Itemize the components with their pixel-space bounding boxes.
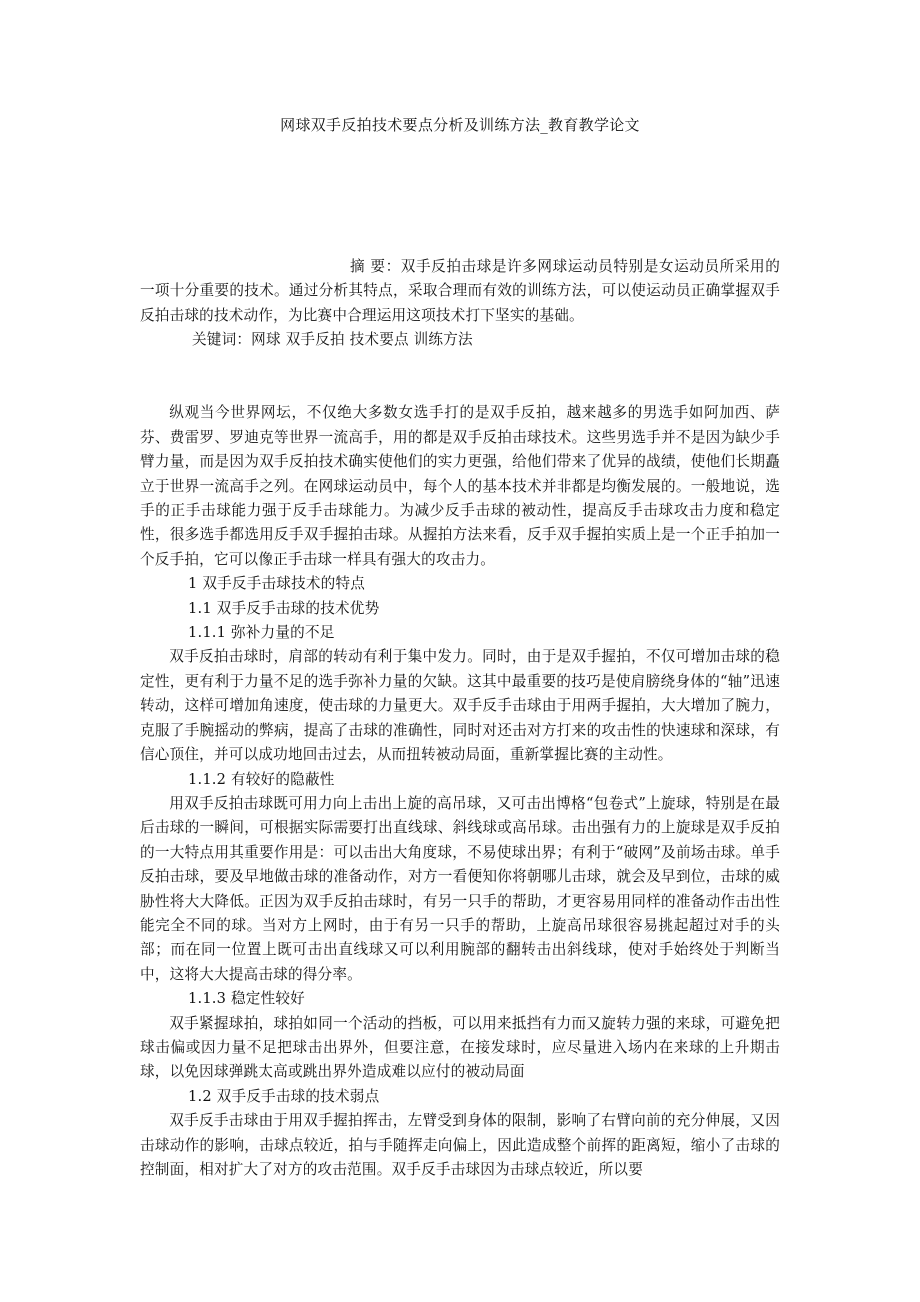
keywords-line: 关键词：网球 双手反拍 技术要点 训练方法	[192, 331, 473, 349]
section-heading-1-1-3: 1.1.3 稳定性较好	[188, 990, 305, 1008]
section-heading-1-2: 1.2 双手反手击球的技术弱点	[188, 1087, 380, 1105]
intro-paragraph: 纵观当今世界网坛，不仅绝大多数女选手打的是双手反拍，越来越多的男选手如阿加西、萨芬、费雷罗、罗迪克等世界一流高手，用的都是双手反拍击球技术。这些男选手并不是因为缺少手臂力量，而是因为双手反拍技术确实使他们的实力更强，给他们带来了优异的战绩，使他们长期矗立于世界一流高手之列。在网球运动员中，每个人的基本技术并非都是均衡发展的。一般地说，选手的正手击球能力强于反手击球能力。为减少反手击球的被动性，提高反手击球攻击力度和稳定性，很多选手都选用反手双手握拍击球。从握拍方法来看，反手双手握拍实质上是一个正手拍加一个反手拍，它可以像正手击球一样具有强大的攻击力。	[140, 404, 780, 568]
section-heading-1-1-2: 1.1.2 有较好的隐蔽性	[188, 770, 335, 788]
section-heading-1: 1 双手反手击球技术的特点	[188, 575, 366, 593]
paragraph-1-1-3: 双手紧握球拍，球拍如同一个活动的挡板，可以用来抵挡有力而又旋转力强的来球，可避免把球击偏或因力量不足把球击出界外，但要注意，在接发球时，应尽量进入场内在来球的上升期击球，以免因球弹跳太高或跳出界外造成难以应付的被动局面	[140, 1014, 780, 1081]
section-heading-1-1: 1.1 双手反手击球的技术优势	[188, 599, 380, 617]
paragraph-1-1-2: 用双手反拍击球既可用力向上击出上旋的高吊球，又可击出博格“包卷式”上旋球，特别是在最后击球的一瞬间，可根据实际需要打出直线球、斜线球或高吊球。击出强有力的上旋球是双手反拍的一大特点用其重要作用是：可以击出大角度球，不易使球出界；有利于“破网”及前场击球。单手反拍击球，要及早地做击球的准备动作，对方一看便知你将朝哪儿击球，就会及早到位，击球的威胁性将大大降低。正因为双手反拍击球时，有另一只手的帮助，才更容易用同样的准备动作击出性能完全不同的球。当对方上网时，由于有另一只手的帮助，上旋高吊球很容易挑起超过对手的头部；而在同一位置上既可击出直线球又可以利用腕部的翻转击出斜线球，使对手始终处于判断当中，这将大大提高击球的得分率。	[140, 794, 780, 983]
paragraph-1-1-1: 双手反拍击球时，肩部的转动有利于集中发力。同时，由于是双手握拍，不仅可增加击球的稳定性，更有利于力量不足的选手弥补力量的欠缺。这其中最重要的技巧是使肩膀绕身体的“轴”迅速转动，这样可增加角速度，使击球的力量更大。双手反手击球由于用两手握拍，大大增加了腕力，克服了手腕摇动的弊病，提高了击球的准确性，同时对还击对方打来的攻击性的快速球和深球，有信心顶住，并可以成功地回击过去，从而扭转被动局面，重新掌握比赛的主动性。	[140, 648, 780, 764]
document-title: 网球双手反拍技术要点分析及训练方法_教育教学论文	[280, 116, 640, 134]
section-heading-1-1-1: 1.1.1 弥补力量的不足	[188, 624, 335, 642]
document-body	[140, 255, 780, 1182]
paragraph-1-2: 双手反手击球由于用双手握拍挥击，左臂受到身体的限制，影响了右臂向前的充分伸展，又因击球动作的影响，击球点较近，拍与手随挥走向偏上，因此造成整个前挥的距离短，缩小了击球的控制面，相对扩大了对方的攻击范围。双手反手击球因为击球点较近，所以要	[140, 1112, 780, 1178]
paragraph-spacer	[140, 377, 780, 401]
paragraph-spacer	[140, 353, 780, 377]
abstract-paragraph: 摘 要：双手反拍击球是许多网球运动员特别是女运动员所采用的一项十分重要的技术。通过分析其特点，采取合理而有效的训练方法，可以使运动员正确掌握双手反拍击球的技术动作，为比赛中合理运用这项技术打下坚实的基础。	[140, 258, 780, 324]
